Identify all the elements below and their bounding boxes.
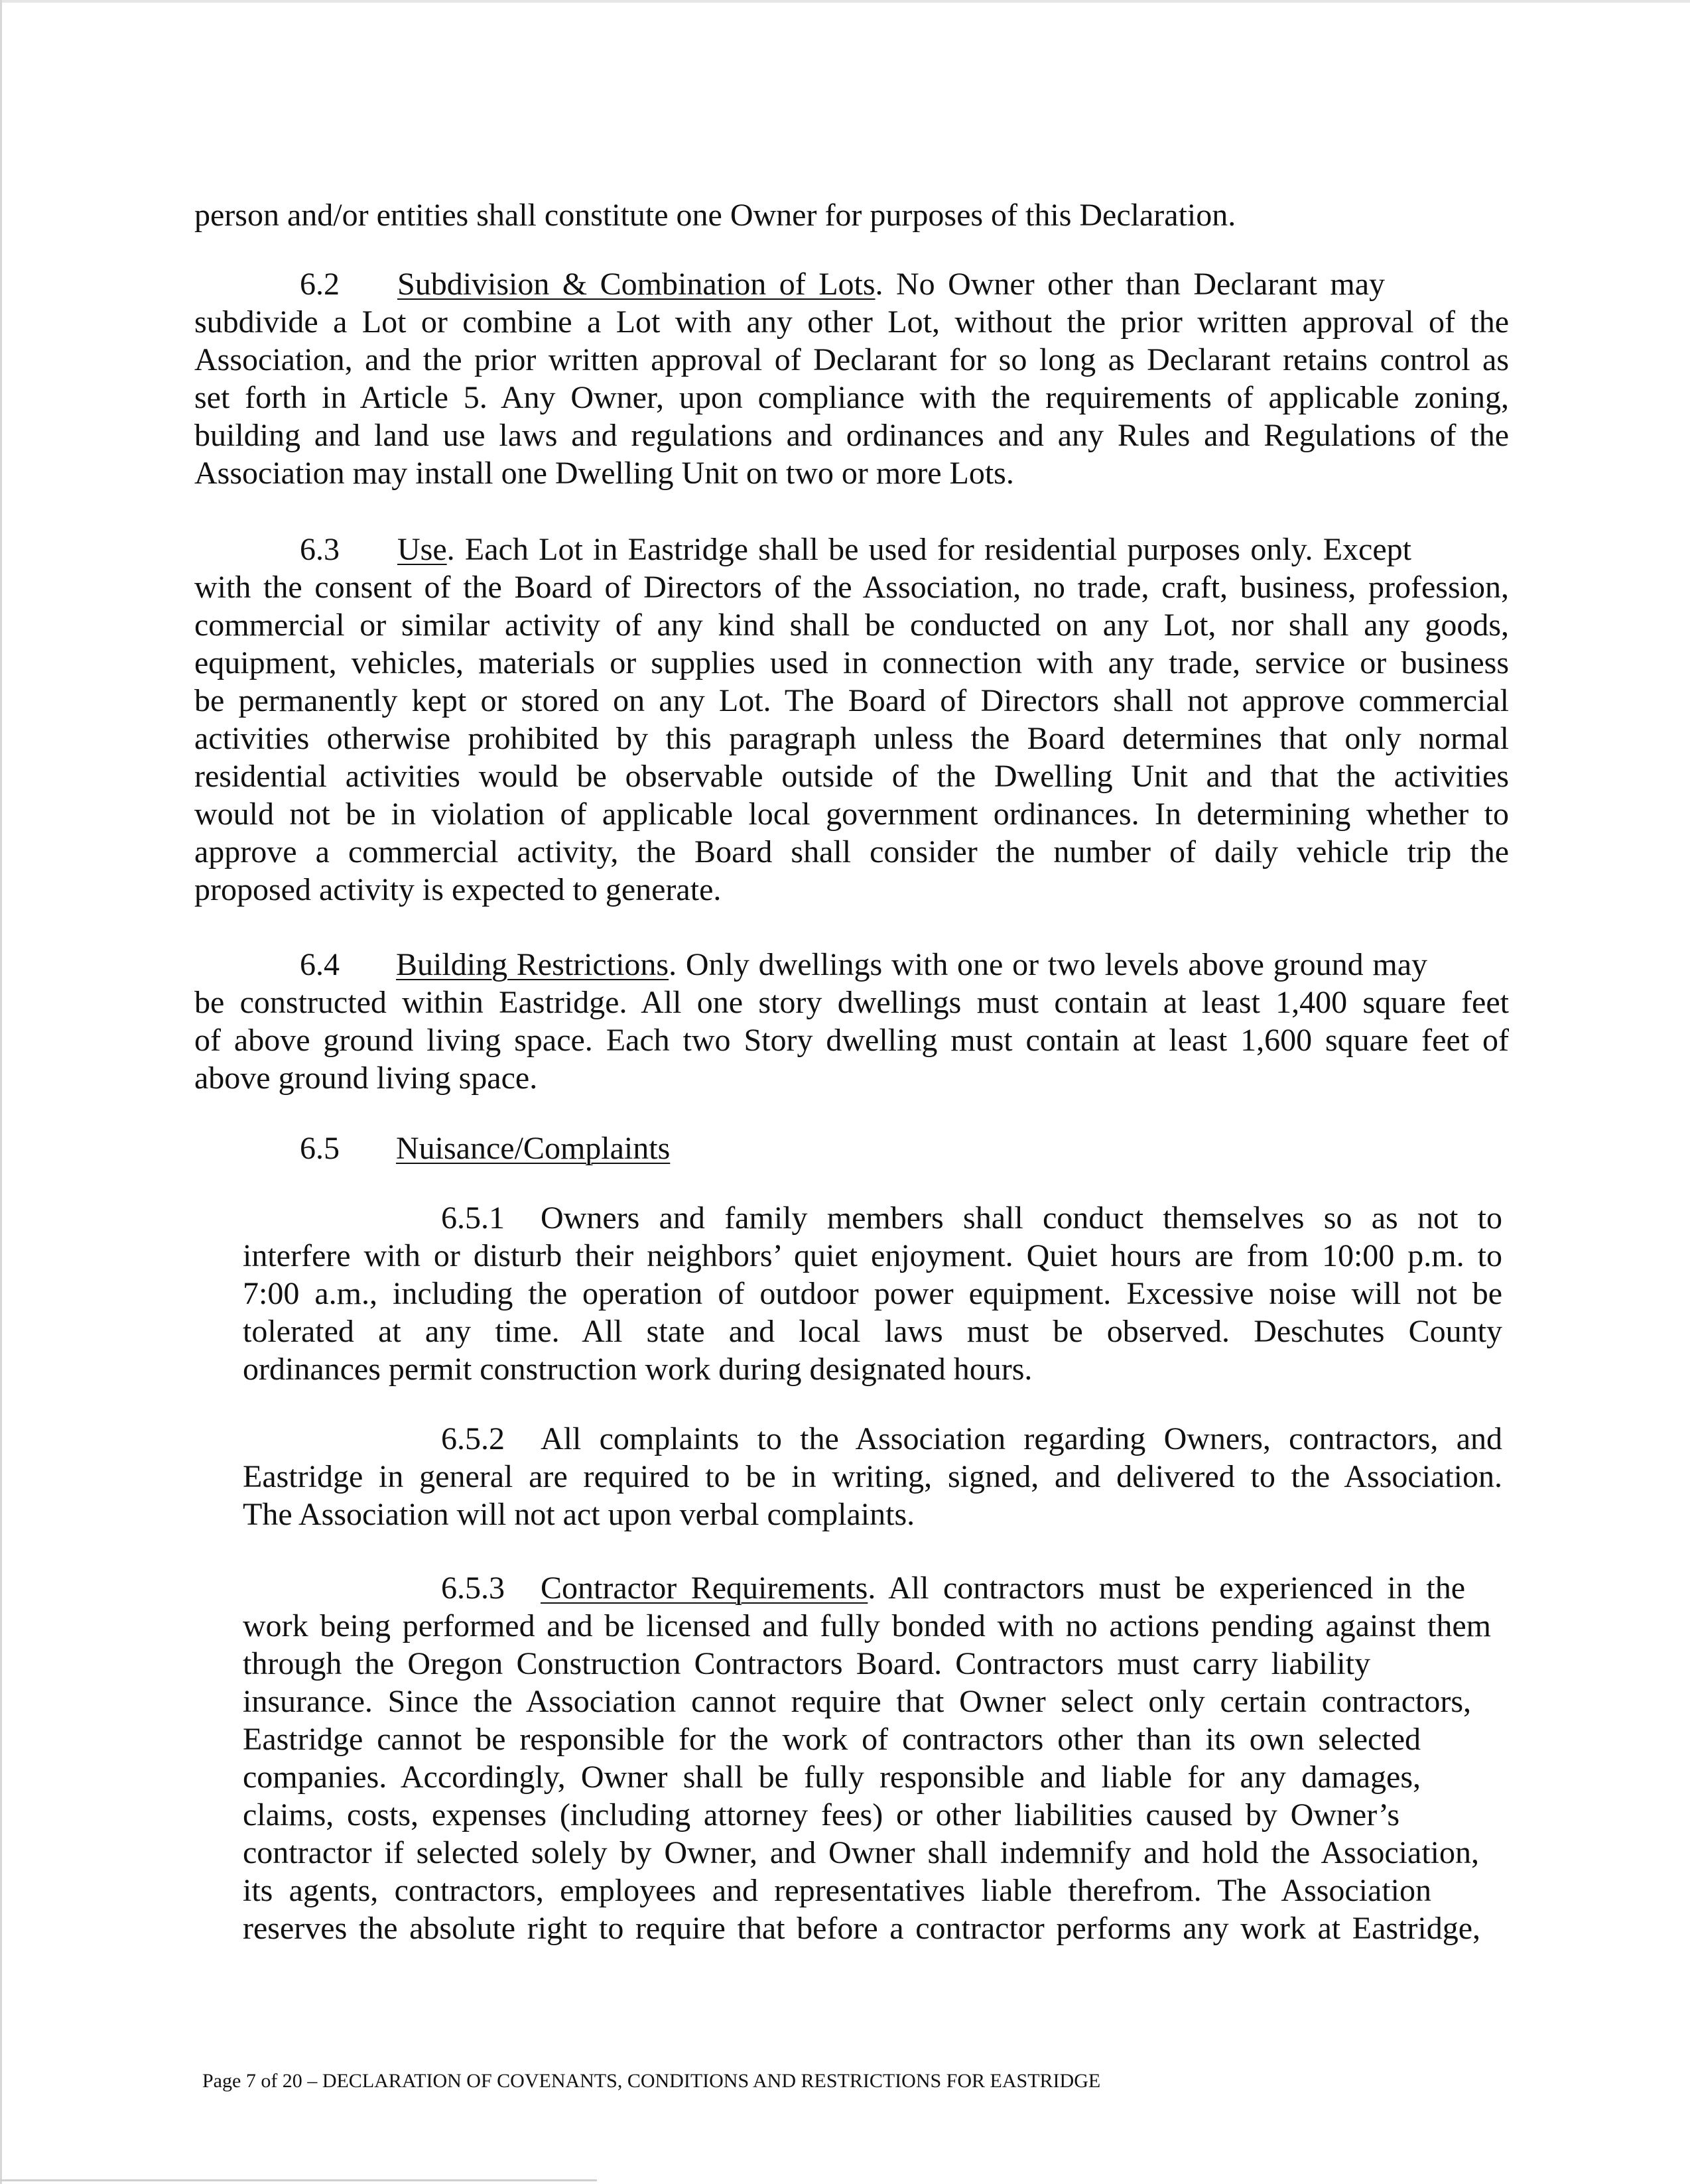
scan-edge-bottom	[0, 2179, 597, 2181]
section-6-4-heading	[300, 946, 1427, 984]
page-number: Page 7 of 20	[202, 2070, 302, 2092]
text-line: insurance. Since the Association cannot require that Owner select only certain contractors,	[243, 1684, 1471, 1719]
section-title: Use	[397, 532, 447, 567]
scan-edge-top	[0, 0, 1690, 3]
section-number: 6.3	[300, 532, 340, 567]
section-6-3-heading	[300, 531, 1411, 568]
text-line: All complaints to the Association regarding Owners, contractors, and	[541, 1421, 1502, 1456]
intro-line: person and/or entities shall constitute one Owner for purposes of this Declaration.	[194, 198, 1236, 233]
text-line: subdivide a Lot or combine a Lot with any other Lot, without the prior written approval of the	[194, 304, 1509, 340]
text-line: The Association will not act upon verbal complaints.	[243, 1497, 915, 1532]
section-6-5-heading	[300, 1129, 897, 1167]
text-line: work being performed and be licensed and fully bonded with no actions pending against them	[243, 1608, 1491, 1643]
text-line: set forth in Article 5. Any Owner, upon compliance with the requirements of applicable zoning,	[194, 380, 1509, 415]
text-line: claims, costs, expenses (including attorney fees) or other liabilities caused by Owner’s	[243, 1797, 1399, 1832]
text-line: its agents, contractors, employees and representatives liable therefrom. The Association	[243, 1873, 1431, 1908]
text-line: interfere with or disturb their neighbors’ quiet enjoyment. Quiet hours are from 10:00 p.m. to	[243, 1238, 1502, 1273]
section-number: 6.2	[300, 267, 340, 302]
section-6-5-2-heading	[441, 1420, 1502, 1458]
section-title: Nuisance/Complaints	[396, 1131, 671, 1166]
text-line: Association may install one Dwelling Unit on two or more Lots.	[194, 456, 1014, 491]
text-line: contractor if selected solely by Owner, and Owner shall indemnify and hold the Association,	[243, 1835, 1479, 1870]
text-line: activities otherwise prohibited by this paragraph unless the Board determines that only normal	[194, 721, 1509, 756]
text-line: would not be in violation of applicable local government ordinances. In determining whether to	[194, 797, 1509, 832]
section-6-5-1-heading	[441, 1199, 1502, 1237]
section-number: 6.5.1	[441, 1200, 505, 1236]
text-line: Eastridge cannot be responsible for the work of contractors other than its own selected	[243, 1722, 1421, 1757]
text-line: of above ground living space. Each two Story dwelling must contain at least 1,600 square feet of	[194, 1023, 1509, 1058]
section-number: 6.5.2	[441, 1421, 505, 1456]
text-line: reserves the absolute right to require that before a contractor performs any work at Eastridge,	[243, 1911, 1480, 1946]
text-line: . All contractors must be experienced in the	[868, 1571, 1465, 1606]
text-line: be permanently kept or stored on any Lot. The Board of Directors shall not approve commercial	[194, 683, 1509, 718]
text-line: commercial or similar activity of any kind shall be conducted on any Lot, nor shall any goods,	[194, 608, 1509, 643]
section-6-5-3-heading	[441, 1569, 1465, 1607]
text-line: . No Owner other than Declarant may	[875, 267, 1385, 302]
text-line: proposed activity is expected to generate.	[194, 872, 722, 907]
text-line: 7:00 a.m., including the operation of outdoor power equipment. Excessive noise will not be	[243, 1276, 1502, 1311]
text-line: tolerated at any time. All state and local laws must be observed. Deschutes County	[243, 1314, 1502, 1349]
text-line: equipment, vehicles, materials or supplies used in connection with any trade, service or business	[194, 645, 1509, 680]
text-line: approve a commercial activity, the Board shall consider the number of daily vehicle trip the	[194, 834, 1509, 869]
text-line: be constructed within Eastridge. All one story dwellings must contain at least 1,400 square feet	[194, 985, 1509, 1020]
text-line: building and land use laws and regulations and ordinances and any Rules and Regulations of the	[194, 418, 1509, 453]
text-line: . Each Lot in Eastridge shall be used for residential purposes only. Except	[446, 532, 1411, 567]
text-line: Owners and family members shall conduct themselves so as not to	[541, 1200, 1502, 1236]
text-line: . Only dwellings with one or two levels above ground may	[669, 947, 1427, 982]
text-line: residential activities would be observable outside of the Dwelling Unit and that the activities	[194, 759, 1509, 794]
section-title: Subdivision & Combination of Lots	[397, 267, 876, 302]
section-title: Building Restrictions	[396, 947, 669, 982]
text-line: above ground living space.	[194, 1060, 538, 1096]
section-title: Contractor Requirements	[541, 1571, 868, 1606]
text-line: Association, and the prior written approval of Declarant for so long as Declarant retains control as	[194, 342, 1509, 377]
page-footer	[202, 2068, 1100, 2094]
text-line: with the consent of the Board of Directors of the Association, no trade, craft, business, profession,	[194, 570, 1509, 605]
section-number: 6.4	[300, 947, 340, 982]
section-6-2-heading	[300, 265, 1385, 303]
scan-edge-left	[0, 0, 2, 2184]
text-line: Eastridge in general are required to be in writing, signed, and delivered to the Association.	[243, 1459, 1502, 1494]
section-number: 6.5.3	[441, 1571, 505, 1606]
text-line: companies. Accordingly, Owner shall be fully responsible and liable for any damages,	[243, 1760, 1421, 1795]
section-number: 6.5	[300, 1131, 340, 1166]
footer-title: – DECLARATION OF COVENANTS, CONDITIONS AND RESTRICTIONS FOR EASTRIDGE	[302, 2070, 1101, 2092]
text-line: ordinances permit construction work during designated hours.	[243, 1352, 1033, 1387]
text-line: through the Oregon Construction Contractors Board. Contractors must carry liability	[243, 1646, 1370, 1681]
